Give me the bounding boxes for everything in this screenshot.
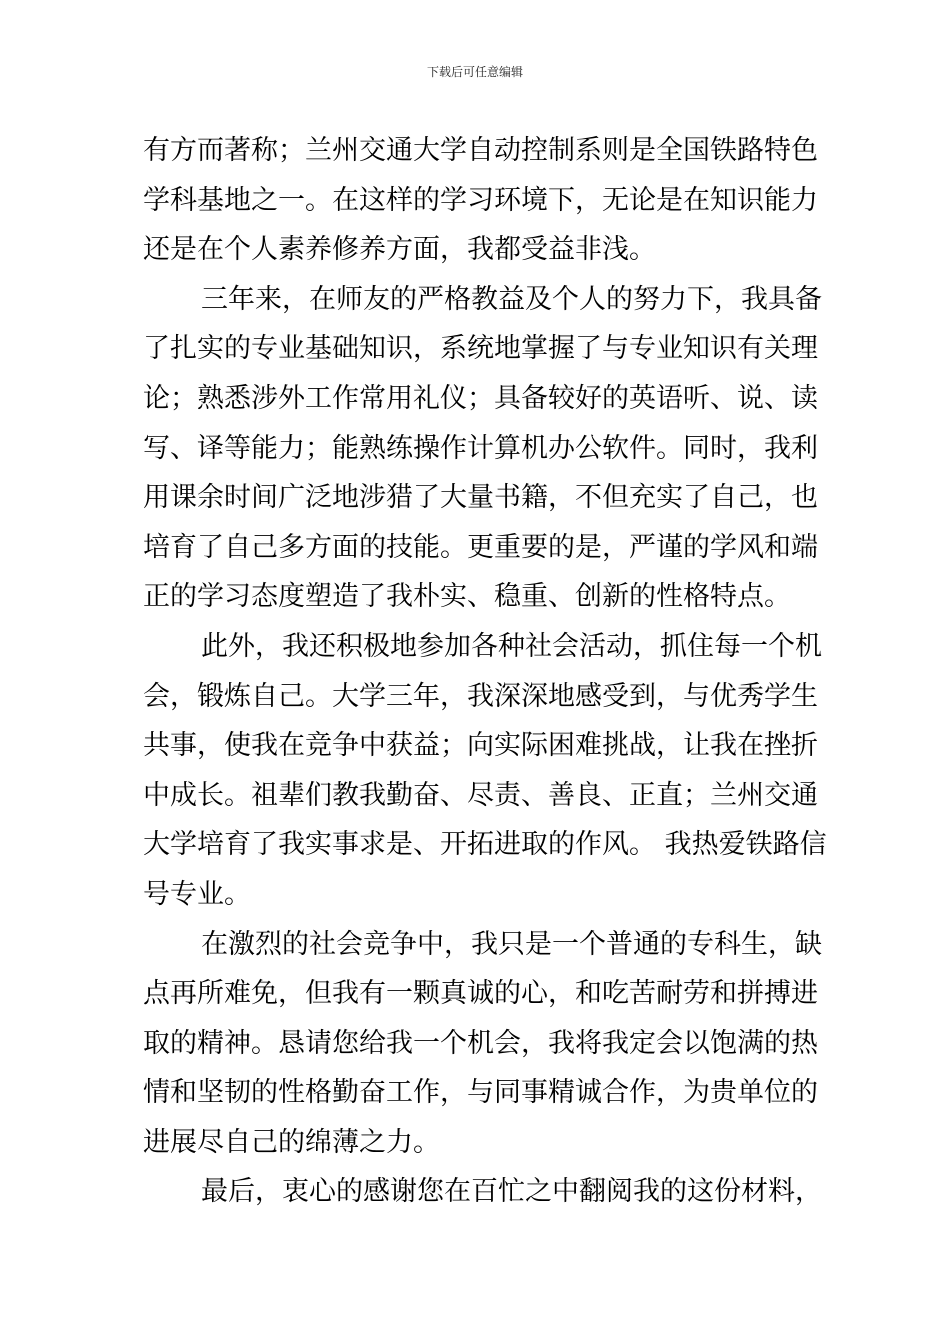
body-text: [143, 126, 827, 1217]
text-line: 用课余时间广泛地涉猎了大量书籍，不但充实了自己，也: [143, 482, 818, 514]
text-line: 号专业。: [143, 878, 251, 910]
text-line: 共事，使我在竞争中获益；向实际困难挑战，让我在挫折: [143, 730, 818, 762]
text-line: 大学培育了我实事求是、开拓进取的作风。 我热爱铁路信: [143, 829, 827, 861]
text-line: 点再所难免，但我有一颗真诚的心，和吃苦耐劳和拼搏进: [143, 978, 818, 1010]
text-line: 论；熟悉涉外工作常用礼仪；具备较好的英语听、说、读: [143, 382, 818, 414]
text-line: 情和坚韧的性格勤奋工作，与同事精诚合作，为贵单位的: [143, 1077, 818, 1109]
text-line: 写、译等能力；能熟练操作计算机办公软件。同时，我利: [143, 432, 818, 464]
text-line: 正的学习态度塑造了我朴实、稳重、创新的性格特点。: [143, 581, 791, 613]
text-line: 进展尽自己的绵薄之力。: [143, 1126, 440, 1158]
text-line: 培育了自己多方面的技能。更重要的是，严谨的学风和端: [143, 531, 818, 563]
text-line: 还是在个人素养修养方面，我都受益非浅。: [143, 234, 656, 266]
text-line: 了扎实的专业基础知识，系统地掌握了与专业知识有关理: [143, 333, 818, 365]
text-line: 中成长。祖辈们教我勤奋、尽责、善良、正直；兰州交通: [143, 779, 818, 811]
text-line: 三年来，在师友的严格教益及个人的努力下，我具备: [201, 283, 822, 315]
page-header: 下载后可任意编辑: [426, 65, 523, 79]
text-line: 学科基地之一。在这样的学习环境下，无论是在知识能力: [143, 184, 818, 216]
text-line: 在激烈的社会竞争中，我只是一个普通的专科生，缺: [201, 928, 822, 960]
text-line: 会，锻炼自己。大学三年，我深深地感受到，与优秀学生: [143, 680, 818, 712]
text-line: 此外，我还积极地参加各种社会活动，抓住每一个机: [201, 630, 822, 662]
text-line: 最后，衷心的感谢您在百忙之中翻阅我的这份材料，: [201, 1176, 822, 1208]
text-line: 有方而著称；兰州交通大学自动控制系则是全国铁路特色: [143, 135, 818, 166]
text-line: 取的精神。恳请您给我一个机会，我将我定会以饱满的热: [143, 1027, 818, 1059]
